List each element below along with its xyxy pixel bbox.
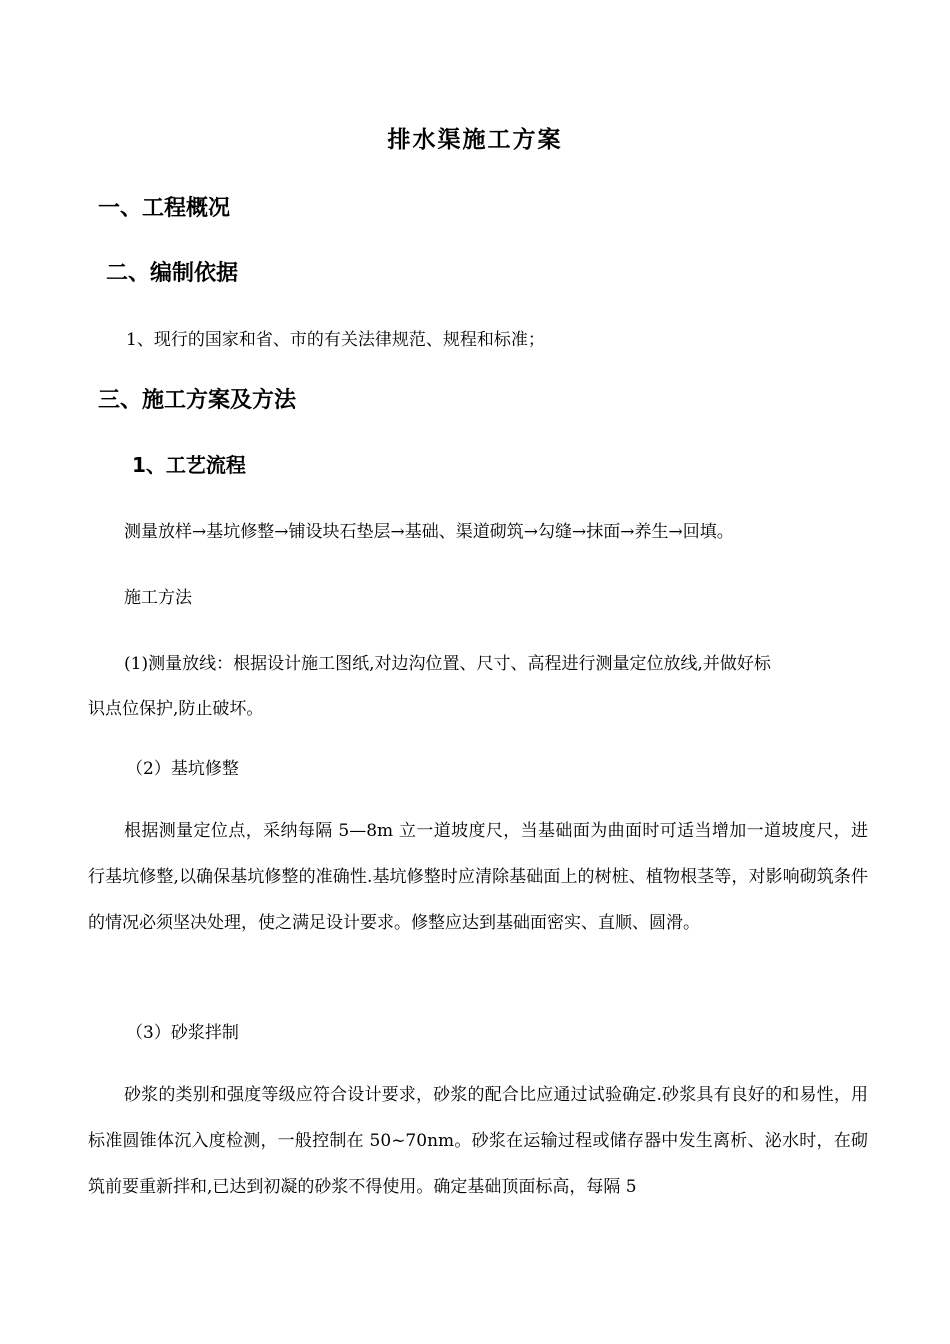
- method-3-heading: （3）砂浆拌制: [126, 1023, 239, 1043]
- method-1-line-2: 识点位保护,防止破坏。: [88, 699, 264, 719]
- method-2-paragraph: 根据测量定位点，采纳每隔 5—8m 立一道坡度尺，当基础面为曲面时可适当增加一道坡度尺，进行基坑修整,以确保基坑修整的准确性.基坑修整时应清除基础面上的树桩、植物根茎等，对影响砌筑条件的情况必须坚决处理，使之满足设计要求。修整应达到基础面密实、直顺、圆滑。: [88, 821, 868, 933]
- method-1-line-1: (1)测量放线：根据设计施工图纸,对边沟位置、尺寸、高程进行测量定位放线,并做好标: [124, 654, 771, 674]
- construction-method-label: 施工方法: [124, 588, 192, 608]
- method-2-heading: （2）基坑修整: [126, 759, 239, 779]
- method-3-paragraph: 砂浆的类别和强度等级应符合设计要求，砂浆的配合比应通过试验确定.砂浆具有良好的和易性，用标准圆锥体沉入度检测，一般控制在 50~70nm。砂浆在运输过程或储存器中发生离析、泌水时，在砌筑前要重新拌和,已达到初凝的砂浆不得使用。确定基础顶面标高，每隔 5: [88, 1085, 868, 1197]
- section-heading-basis: 二、编制依据: [106, 261, 239, 286]
- document-title: 排水渠施工方案: [387, 127, 563, 153]
- section-heading-plan-methods: 三、施工方案及方法: [98, 388, 297, 413]
- subsection-heading-process-flow: 1、工艺流程: [132, 453, 246, 477]
- section-heading-overview: 一、工程概况: [98, 196, 231, 221]
- process-flow-text: 测量放样→基坑修整→铺设块石垫层→基础、渠道砌筑→勾缝→抹面→养生→回填。: [124, 522, 734, 542]
- basis-item-1: 1、现行的国家和省、市的有关法律规范、规程和标准；: [126, 330, 545, 350]
